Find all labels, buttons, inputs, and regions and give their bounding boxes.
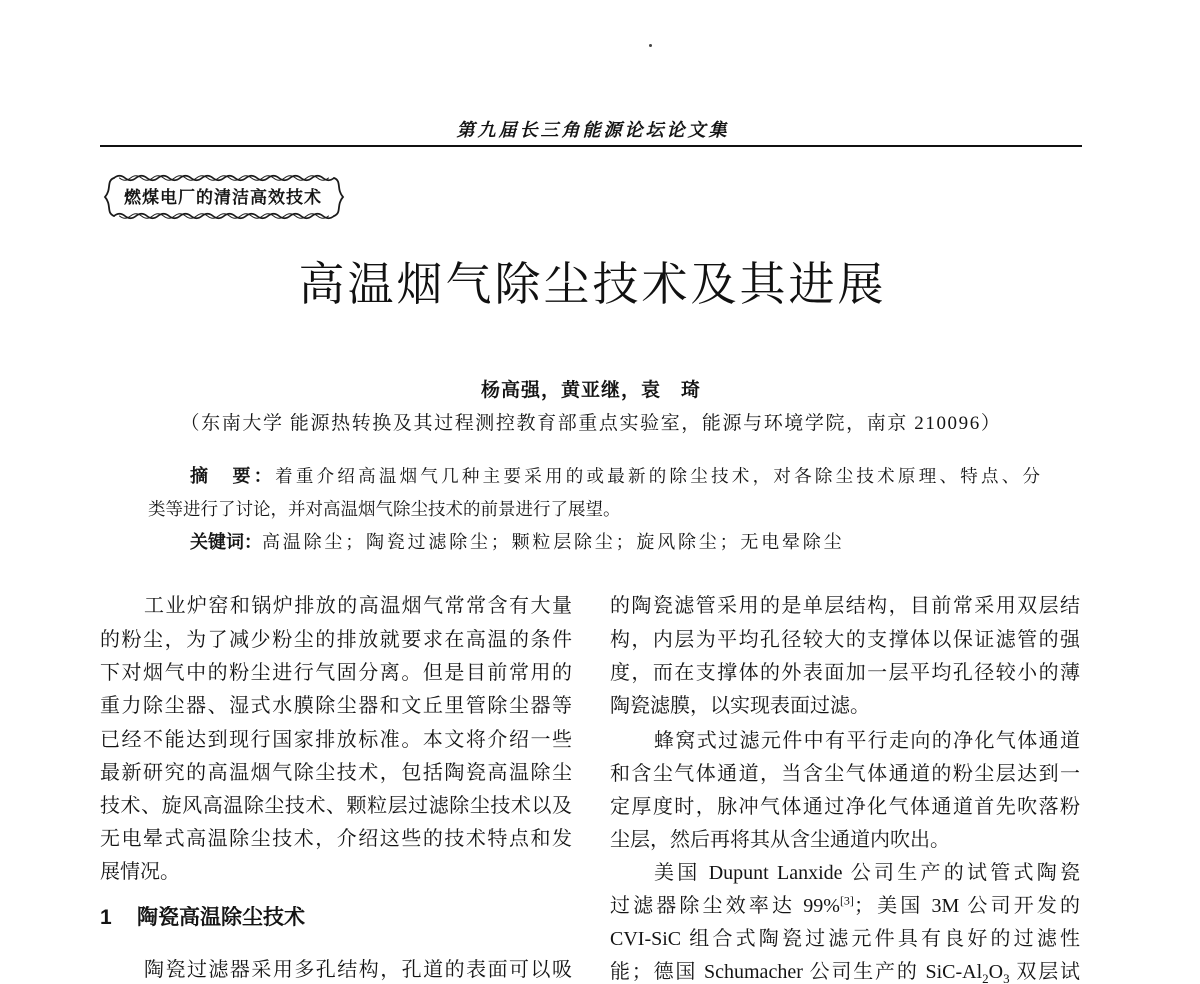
right-text-line: 蜂窝式过滤元件中有平行走向的净化气体通道 xyxy=(654,730,1080,752)
line-text: ；美国 3M 公司开发的 xyxy=(853,895,1080,917)
left-text-line: 技术、旋风高温除尘技术、颗粒层过滤除尘技术以及 xyxy=(100,795,572,817)
section-heading-text: 陶瓷高温除尘技术 xyxy=(137,906,305,929)
keywords-text: 高温除尘；陶瓷过滤除尘；颗粒层除尘；旋风除尘；无电晕除尘 xyxy=(262,532,845,552)
right-text-line: 度，而在支撑体的外表面加一层平均孔径较小的薄 xyxy=(610,662,1080,684)
right-text-line: 定厚度时，脉冲气体通过净化气体通道首先吹落粉 xyxy=(610,796,1080,818)
left-text-line: 工业炉窑和锅炉排放的高温烟气常常含有大量 xyxy=(144,595,572,617)
scan-speck xyxy=(649,44,652,47)
right-text-line: 尘层，然后再将其从含尘通道内吹出。 xyxy=(610,829,950,851)
formula-element: O xyxy=(988,961,1004,983)
column-tag-label: 燃煤电厂的清洁高效技术 xyxy=(124,188,322,207)
left-text-line: 陶瓷过滤器采用多孔结构，孔道的表面可以吸 xyxy=(144,959,572,981)
left-text-line: 的粉尘，为了减少粉尘的排放就要求在高温的条件 xyxy=(100,629,572,651)
abstract-line-1 xyxy=(190,463,1040,489)
right-text-line: 构，内层为平均孔径较大的支撑体以保证滤管的强 xyxy=(610,629,1080,651)
formula-subscript: 2 xyxy=(982,971,989,984)
left-text-line: 重力除尘器、湿式水膜除尘器和文丘里管除尘器等 xyxy=(100,695,572,717)
line-text: 能；德国 Schumacher 公司生产的 SiC-Al xyxy=(610,961,983,983)
right-text-line: 陶瓷滤膜，以实现表面过滤。 xyxy=(610,695,870,717)
right-text-line: 的陶瓷滤管采用的是单层结构，目前常采用双层结 xyxy=(610,595,1080,617)
line-text: 双层试 xyxy=(1009,961,1080,983)
abstract-label: 摘 要： xyxy=(190,466,276,486)
left-text-line: 已经不能达到现行国家排放标准。本文将介绍一些 xyxy=(100,729,572,751)
right-text-line-with-citation xyxy=(610,894,1080,918)
right-text-line-with-formula xyxy=(610,960,1080,984)
left-text-line: 无电晕式高温除尘技术，介绍这些的技术特点和发 xyxy=(100,828,572,850)
keywords-line xyxy=(190,529,1090,555)
left-text-line: 最新研究的高温烟气除尘技术，包括陶瓷高温除尘 xyxy=(100,762,572,784)
right-text-line: 美国 Dupunt Lanxide 公司生产的试管式陶瓷 xyxy=(654,862,1080,884)
section-heading xyxy=(100,906,572,930)
abstract-text-1: 着重介绍高温烟气几种主要采用的或最新的除尘技术，对各除尘技术原理、特点、分 xyxy=(275,466,1040,486)
right-text-line: CVI-SiC 组合式陶瓷过滤元件具有良好的过滤性 xyxy=(610,928,1080,950)
running-header-title: 第九届长三角能源论坛论文集 xyxy=(456,120,730,140)
article-affiliation: （东南大学 能源热转换及其过程测控教育部重点实验室，能源与环境学院，南京 210096） xyxy=(180,413,1002,434)
citation-reference: [3] xyxy=(839,894,854,908)
line-text: 过滤器除尘效率达 99% xyxy=(610,895,840,917)
formula-subscript: 3 xyxy=(1003,971,1010,984)
left-text-line: 展情况。 xyxy=(100,861,180,883)
section-number: 1 xyxy=(100,906,112,929)
article-authors: 杨高强，黄亚继，袁 琦 xyxy=(480,380,701,401)
right-text-line: 和含尘气体通道，当含尘气体通道的粉尘层达到一 xyxy=(610,763,1080,785)
abstract-line-2: 类等进行了讨论，并对高温烟气除尘技术的前景进行了展望。 xyxy=(148,499,621,519)
left-text-line: 下对烟气中的粉尘进行气固分离。但是目前常用的 xyxy=(100,662,572,684)
article-title: 高温烟气除尘技术及其进展 xyxy=(298,258,887,310)
header-rule xyxy=(100,145,1082,147)
keywords-label: 关键词： xyxy=(190,532,262,552)
